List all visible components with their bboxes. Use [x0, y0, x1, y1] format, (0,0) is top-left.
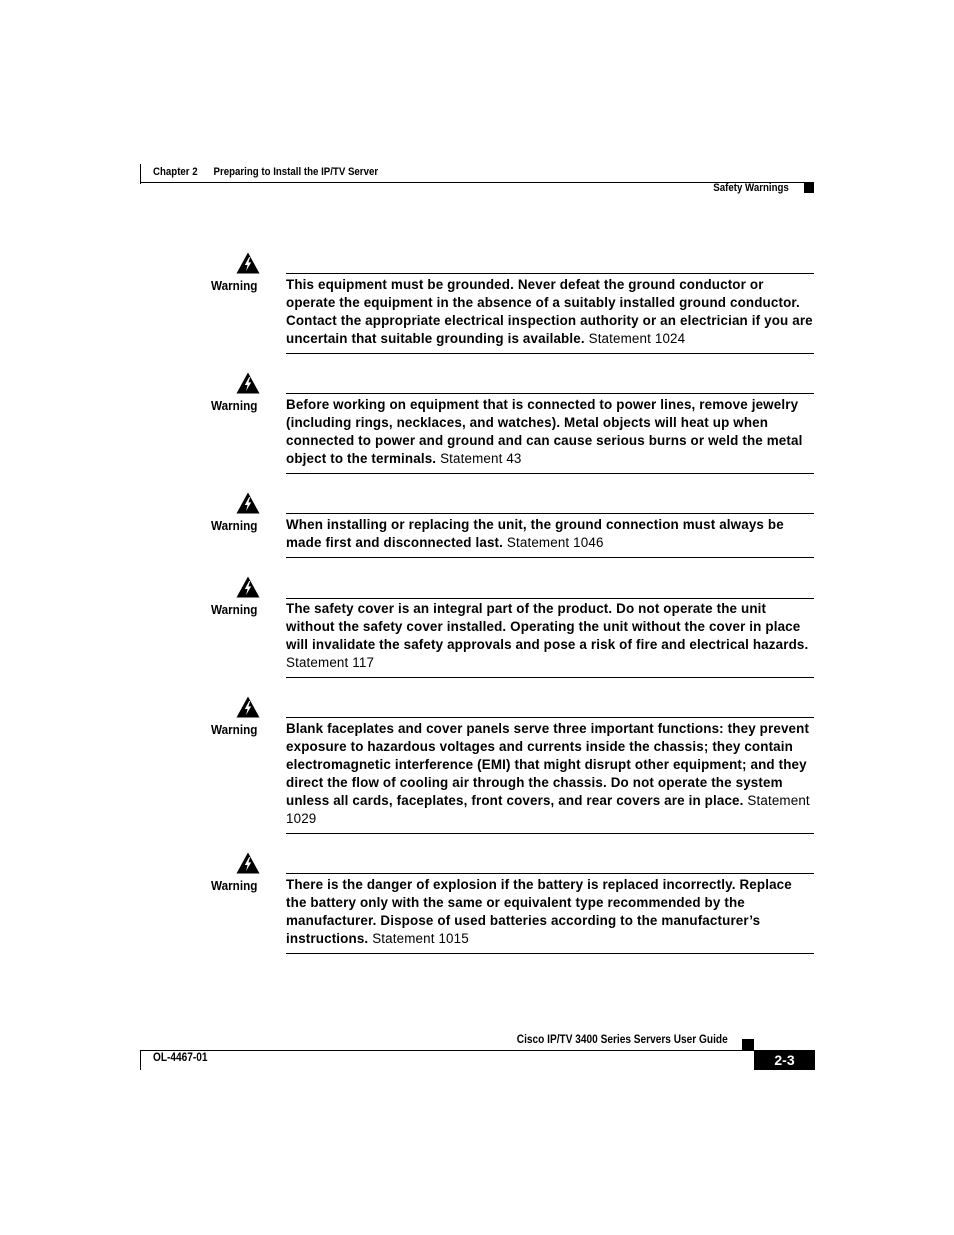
warning-top-rule [286, 513, 814, 514]
warning-text [286, 276, 814, 348]
warning-text [286, 396, 814, 468]
warning-body: This equipment must be grounded. Never defeat the ground conductor or operate the equipment in the absence of a suitably installed ground conductor. Contact the appropriate electrical inspection authority or an electrician if you are uncertain that suitable grounding is available. [286, 277, 813, 346]
warning-body: Blank faceplates and cover panels serve three important functions: they prevent exposure to hazardous voltages and currents inside the chassis; they contain electromagnetic interference (EMI) that might disrupt other equipment; and they direct the flow of cooling air through the chassis. Do not operate the system unless all cards, faceplates, front covers, and rear covers are in place. [286, 721, 810, 808]
warning-triangle-icon [236, 492, 260, 514]
warning-top-rule [286, 273, 814, 274]
warning-bottom-rule [286, 953, 814, 954]
statement-number: Statement 117 [286, 655, 375, 670]
footer-doc-number: OL-4467-01 [153, 1052, 208, 1064]
warning-label: Warning [211, 722, 258, 737]
warning-triangle-icon [236, 696, 260, 718]
warning-top-rule [286, 717, 814, 718]
footer-left-bar [140, 1050, 141, 1070]
warning-triangle-icon [236, 252, 260, 274]
warning-text [286, 720, 814, 828]
warning-label: Warning [211, 278, 258, 293]
warning-bottom-rule [286, 677, 814, 678]
statement-number: Statement 1015 [372, 931, 469, 946]
chapter-title: Preparing to Install the IP/TV Server [213, 166, 379, 178]
warning-body: The safety cover is an integral part of the product. Do not operate the unit without the safety cover installed. Operating the unit without the cover in place will invalidate the safety approvals and pose a risk of fire and electrical hazards. [286, 601, 809, 652]
warning-label: Warning [211, 878, 258, 893]
page-number: 2-3 [754, 1050, 815, 1070]
warning-body: Before working on equipment that is connected to power lines, remove jewelry (including rings, necklaces, and watches). Metal objects will heat up when connected to power and ground and can cause serious burns or weld the metal object to the terminals. [286, 397, 803, 466]
warning-text [286, 600, 814, 672]
statement-number: Statement 1046 [506, 535, 604, 550]
warning-triangle-icon [236, 372, 260, 394]
warning-triangle-icon [236, 852, 260, 874]
warning-bottom-rule [286, 833, 814, 834]
warning-text [286, 516, 814, 552]
footer-guide-title: Cisco IP/TV 3400 Series Servers User Guide [517, 1034, 728, 1046]
warning-bottom-rule [286, 353, 814, 354]
chapter-number: Chapter 2 [153, 166, 198, 178]
warning-triangle-icon [236, 576, 260, 598]
running-header-chapter [153, 166, 378, 178]
warning-bottom-rule [286, 557, 814, 558]
header-left-bar [140, 164, 141, 184]
footer-rule [140, 1050, 814, 1051]
header-marker [804, 183, 814, 193]
footer-marker [742, 1039, 754, 1050]
warning-body: There is the danger of explosion if the battery is replaced incorrectly. Replace the battery only with the same or equivalent type recommended by the manufacturer. Dispose of used batteries according to the manufacturer’s instructions. [286, 877, 792, 946]
warning-bottom-rule [286, 473, 814, 474]
warning-top-rule [286, 873, 814, 874]
warning-label: Warning [211, 602, 258, 617]
warning-text [286, 876, 814, 948]
statement-number: Statement 1024 [588, 331, 686, 346]
warning-label: Warning [211, 398, 258, 413]
warning-top-rule [286, 393, 814, 394]
statement-number: Statement 1029 [286, 793, 810, 826]
warning-label: Warning [211, 518, 258, 533]
warning-top-rule [286, 598, 814, 599]
warning-body: When installing or replacing the unit, the ground connection must always be made first and disconnected last. [286, 517, 784, 550]
running-header-section: Safety Warnings [713, 182, 789, 194]
statement-number: Statement 43 [440, 451, 522, 466]
